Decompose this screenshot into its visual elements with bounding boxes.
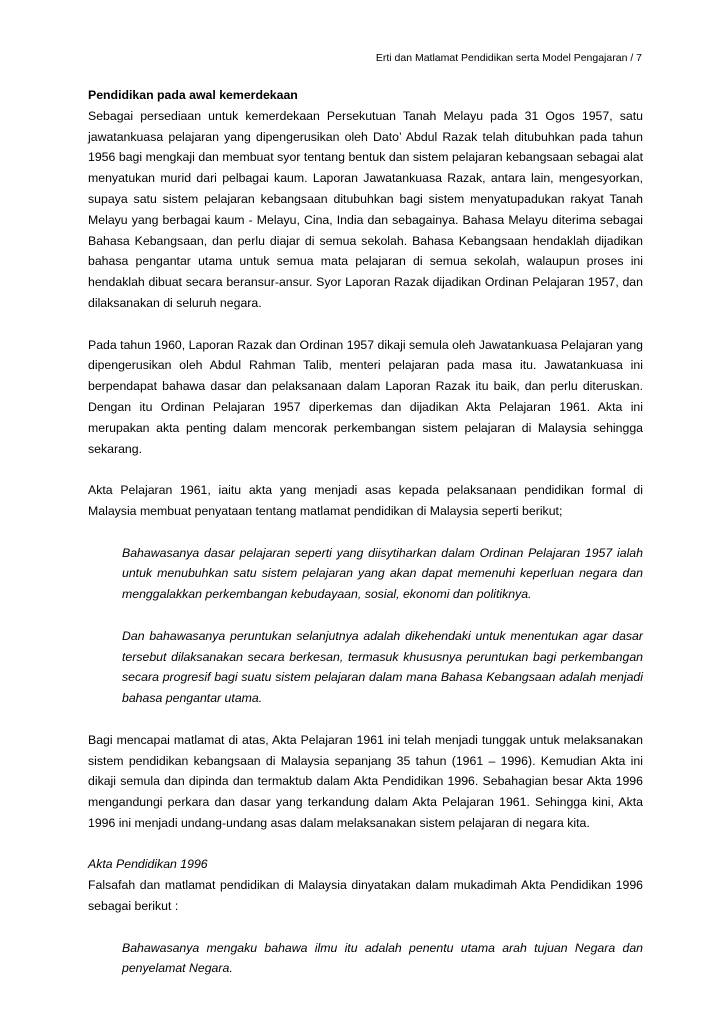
paragraph-act-1961-intro: Akta Pelajaran 1961, iaitu akta yang menjadi asas kepada pelaksanaan pendidikan formal di Malaysia membuat penyataan tentang matlamat pendidikan di Malaysia seperti berikut; bbox=[88, 483, 643, 518]
paragraph-act-1996-philosophy: Falsafah dan matlamat pendidikan di Malaysia dinyatakan dalam mukadimah Akta Pendidikan 1996 sebagai berikut : bbox=[88, 878, 643, 914]
section-heading-act-1996: Akta Pendidikan 1996 bbox=[88, 857, 208, 872]
paragraph-razak-report: Sebagai persediaan untuk kemerdekaan Persekutuan Tanah Melayu pada 31 Ogos 1957, satu jawatankuasa pelajaran yang dipengerusikan oleh Dato’ Abdul Razak telah ditubuhkan pada tahun 1956 bagi mengkaji dan membuat syor tentang bentuk dan sistem pelajaran kebangsaan sebagai alat menyatukan murid dari pelbagai kaum. Laporan Jawatankuasa Razak, antara lain, mengesyorkan, supaya satu sistem pelajaran kebangsaan ditubuhkan bagi sistem menyatupadukan rakyat Tanah Melayu yang berbagai kaum - Melayu, Cina, India dan sebagainya. Bahasa Melayu diterima sebagai Bahasa Kebangsaan, dan perlu diajar di semua sekolah. Bahasa Kebangsaan hendaklah dijadikan bahasa pengantar utama untuk semua mata pelajaran di semua sekolah, walaupun proses ini hendaklah dibuat secara beransur-ansur. Syor Laporan Razak dijadikan Ordinan Pelajaran 1957, dan dilaksanakan di seluruh negara. bbox=[88, 108, 643, 310]
quote-national-language: Dan bahawasanya peruntukan selanjutnya adalah dikehendaki untuk menentukan agar dasar tersebut dilaksanakan secara berkesan, termasuk khususnya peruntukan bagi perkembangan secara progresif bagi suatu sistem pelajaran dalam mana Bahasa Kebangsaan adalah menjadi bahasa pengantar utama. bbox=[122, 628, 643, 706]
running-header: Erti dan Matlamat Pendidikan serta Model Pengajaran / 7 bbox=[375, 52, 642, 64]
page-body bbox=[88, 85, 643, 979]
quote-education-policy: Bahawasanya dasar pelajaran seperti yang diisytiharkan dalam Ordinan Pelajaran 1957 ialah untuk menubuhkan satu sistem pelajaran yang akan dapat memenuhi keperluan negara dan menggalakkan perkembangan kebudayaan, sosial, ekonomi dan politiknya. bbox=[122, 545, 643, 602]
paragraph-act-1996-transition: Bagi mencapai matlamat di atas, Akta Pelajaran 1961 ini telah menjadi tunggak untuk melaksanakan sistem pendidikan kebangsaan di Malaysia sepanjang 35 tahun (1961 – 1996). Kemudian Akta ini dikaji semula dan dipinda dan termaktub dalam Akta Pendidikan 1996. Sebahagian besar Akta 1996 mengandungi perkara dan dasar yang terkandung dalam Akta Pelajaran 1961. Sehingga kini, Akta 1996 ini menjadi undang-undang asas dalam melaksanakan sistem pelajaran di negara kita. bbox=[88, 732, 643, 830]
section-heading-early-independence: Pendidikan pada awal kemerdekaan bbox=[88, 88, 298, 102]
paragraph-talib-review: Pada tahun 1960, Laporan Razak dan Ordinan 1957 dikaji semula oleh Jawatankuasa Pelajaran yang dipengerusikan oleh Abdul Rahman Talib, menteri pelajaran pada masa itu. Jawatankuasa ini berpendapat bahawa dasar dan pelaksanaan dalam Laporan Razak itu baik, dan perlu diteruskan. Dengan itu Ordinan Pelajaran 1957 diperkemas dan dijadikan Akta Pelajaran 1961. Akta ini merupakan akta penting dalam mencorak perkembangan sistem pelajaran di Malaysia sehingga sekarang. bbox=[88, 337, 643, 456]
quote-knowledge-determinant: Bahawasanya mengaku bahawa ilmu itu adalah penentu utama arah tujuan Negara dan penyelamat Negara. bbox=[122, 940, 643, 976]
